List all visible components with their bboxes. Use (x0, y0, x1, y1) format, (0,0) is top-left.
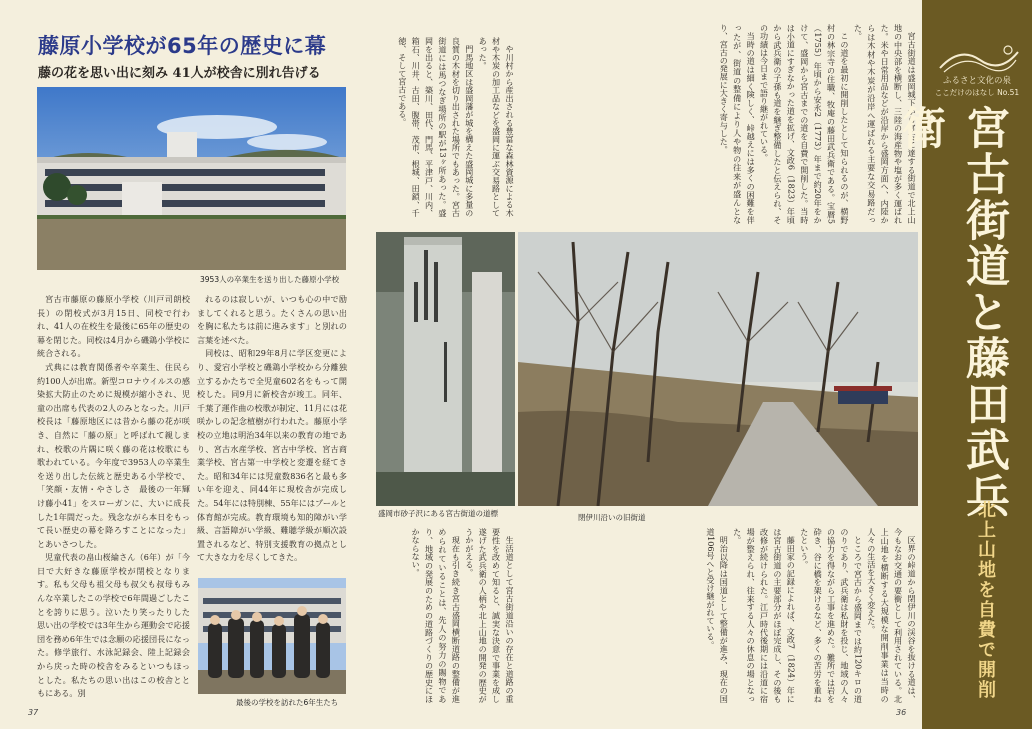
article-column-right (197, 293, 347, 569)
article-subheadline: 藤の花を思い出に刻み 41人が校舎に別れ告げる (38, 66, 321, 81)
students-photo (198, 578, 346, 694)
paragraph: この道を最初に開削したとして知られるのが、横野村の林宗寺の住職、牧庵の藤田武兵衛である。宝暦5（1755）年頃から安永2（1773）年まで約20年をかけて、盛岡から宮古までの道を自費で開削した。当時は小道にすぎなかった道を拡げ、文政6（1823）年頃から武兵衛の子孫も道を継ぎ整備したと伝えられ、その功績は今日まで語り継がれている。 (759, 24, 850, 224)
article-column-left (37, 293, 190, 699)
paragraph: ところで宮古から盛岡までは約120キロの道のりであり、武兵衛は私財を投じ、地域の人々の協力を得ながら工事を進めた。難所では岩を砕き、谷に橋を架けるなど、多くの苦労を重ねたという。 (799, 528, 864, 703)
series-label: ふるさと文化の泉 (942, 76, 1011, 86)
school-photo-caption: 3953人の卒業生を送り出した藤原小学校 (200, 275, 340, 284)
vertical-text-top (518, 24, 918, 224)
vertical-text-middle (360, 37, 516, 217)
paragraph: 明治以降は国道として整備が進み、現在の国道106号へと受け継がれている。 (705, 528, 730, 703)
sub-title: 北上山地を自費で開削 (975, 500, 996, 700)
school-photo (37, 87, 346, 270)
vertical-text-bottom (360, 528, 516, 703)
stone-photo-caption: 盛岡市砂子沢にある宮古街道の道標 (378, 509, 498, 518)
paragraph: 現在も引き続き宮古盛岡横断道路の整備が進められていることは、先人の努力の賜物であり、地域の発展のための道路づくりの歴史にほかならない。 (411, 528, 462, 703)
paragraph: 宮古街道は盛岡城下から宮古に達する街道で北上山地の中央部を横断し、三陸の海産物や塩が多く運ばれた。米や日常用品などが沿岸から盛岡方面へ、内陸からは木材や木炭が沿岸へ運ばれる主要な交易路だった。 (853, 24, 917, 224)
series-number: ここだけのはなし No.51 (934, 88, 1020, 97)
article-headline: 藤原小学校が65年の歴史に幕 (38, 34, 327, 58)
paragraph: れるのは寂しいが、いつも心の中で励ましてくれると思う。たくさんの思い出を胸に私たちは前に進みます」と別れの言葉を述べた。 (197, 294, 347, 345)
page-number-left: 37 (28, 708, 39, 717)
wave-emblem-icon (930, 38, 1024, 78)
paragraph: 生活道として宮古街道沿いの存在と道路の重要性を改めて知ると、誠実な決意で事業を成し遂げた武兵衛の人柄や北上山地の開発の歴史がうかがえる。 (464, 528, 515, 703)
paragraph: 当時の道は細く険しく、峠越えには多くの困難を伴ったが、街道の整備により人や物の往来が盛んとなり、宮古の発展に大きく寄与した。 (719, 24, 757, 224)
main-title: 宮古街道と藤田武兵衛 (894, 105, 1009, 519)
students-photo-caption: 最後の学校を訪れた6年生たち (236, 698, 339, 707)
paragraph: 藤田家の記録によれば、文政7（1824）年には宮古街道の主要部分がほぼ完成し、その後も改修が続けられた。江戸時代後期には沿道に宿場が整えられ、往来する人々の休息の場となった。 (732, 528, 797, 703)
paragraph: 門馬地区は盛岡藩が城を構えた盛岡城に多量の良質の木材を切り出された場所でもあった。宮古街道には馬つなぎ場所の駅が13ヶ所あった。盛岡を出ると、築川、田代、門馬、平津戸、川内、箱石、川井、古田、腹帯、茂市、根城、田鎖、千徳、そして宮古である。 (397, 37, 475, 217)
paragraph: 式典には教育関係者や卒業生、住民ら約100人が出席。新型コロナウイルスの感染拡大防止のために規模が縮小され、児童の出席も代表の2人のみとなった。川戸校長は「藤原地区には昔から藤の花が咲き、自然に「藤の原」と呼ばれて親しまれ、校歌の片隅に咲く藤の花は校歌にも歌われている。今年度で3953人の卒業生を送り出した伝統と歴史ある小学校で、「笑顔・友情・やさしさ 最後の一年輝け藤小41」をスローガンに、大いに成長した1年間だった。残念ながら本日をもって長い歴史の幕を降ろすことになった」とあいさつした。 (37, 361, 190, 549)
paragraph: 同校は、昭和29年8月に学区変更により、愛宕小学校と磯鶏小学校から分離独立するかたちで全児童602名をもって開校した。同9月に新校舎が竣工。同年、千葉了運作曲の校歌が制定、11月には花咲かしの記念植樹が行われた。藤原小学校の立地は明治34年以来の教育の地であり、宮古水産学校、宮古中学校、宮古商業学校、宮古第一中学校と変遷を経てきた。昭和34年には児童数836名と最も多い年を迎え、同44年に現校舎が完成した。54年には特別棟、55年にはプールと体育館が完成。教育環境も知的障がい学級、言語障がい学級、難聴学級が順次設置されるなど、特別支援教育の拠点として大きな力を尽くしてきた。 (197, 348, 347, 563)
paragraph: 宮古市藤原の藤原小学校（川戸司朗校長）の閉校式が3月15日、同校で行われ、41人の在校生を最後に65年の歴史の幕を閉じた。同校は4月から磯鶏小学校に統合される。 (37, 294, 190, 359)
road-photo (518, 232, 918, 506)
page-number-right: 36 (896, 708, 907, 717)
paragraph: 区界の峠道から閉伊川の渓谷を抜ける道は、今もなお交通の要衝として利用されている。北上山地を横断する大規模な開削事業は当時の人々の生活を大きく変えた。 (866, 528, 917, 703)
paragraph: 児童代表の畠山桜綸さん（6年）が「今日で大好きな藤原学校が閉校となります。私も父母も祖父母も叔父も叔母もみんな卒業したこの学校で6年間過ごしたことを誇りに思う。泣いたり笑ったりした思い出の学校では3年生から運動会で応援団を務め6年生では念願の応援団長になった。修学旅行、水泳記録会、陸上記録会から戻った時の校舎をみるといつもほっとした。私たちの思い出はこの校舎とともにある。別 (37, 552, 190, 699)
stone-marker-photo (376, 232, 515, 506)
road-photo-caption: 閉伊川沿いの旧街道 (578, 513, 646, 522)
vertical-text-bottom-right (518, 528, 918, 703)
paragraph: や川村から産出される豊富な森林資源による木材や木炭の加工品などを盛岡に運ぶ交易路としてあった。 (478, 37, 515, 217)
